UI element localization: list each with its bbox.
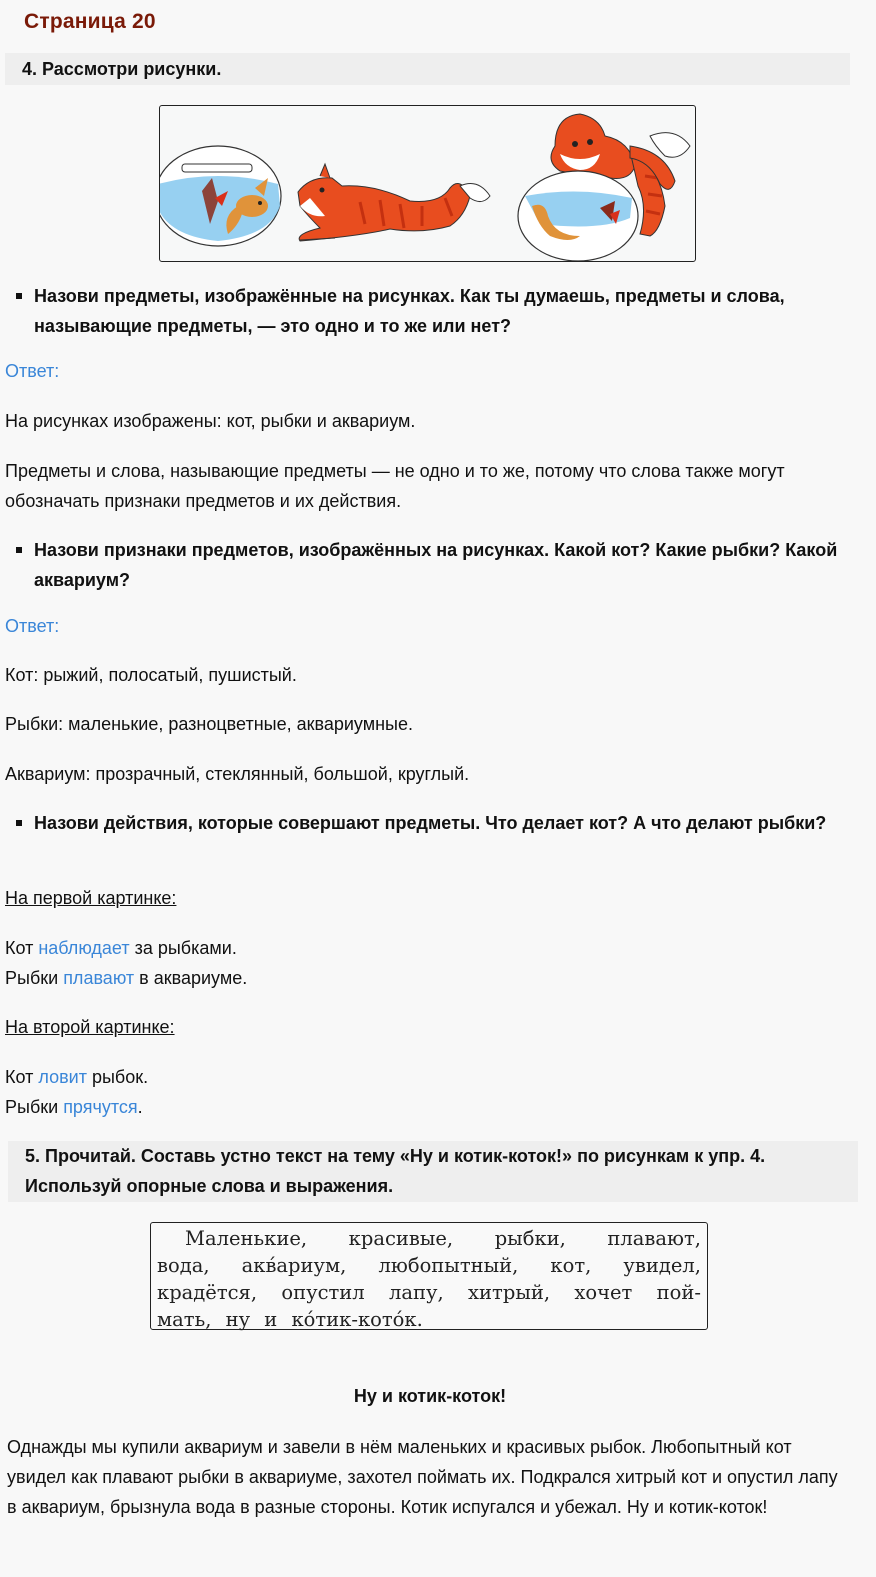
cat-icon: [298, 164, 490, 241]
support-words-box: [150, 1222, 708, 1330]
verb-highlight: прячутся: [63, 1097, 138, 1117]
bullet-icon: [16, 547, 22, 553]
support-words-line-4: мать, ну и ко́тик-кото́к.: [157, 1308, 423, 1331]
support-words-line-1: Маленькие, красивые, рыбки, плавают,: [185, 1227, 701, 1250]
answer-2-line-3: Аквариум: прозрачный, стеклянный, большой, круглый.: [5, 764, 470, 784]
bullet-icon: [16, 820, 22, 826]
task-5-header-line-1: 5. Прочитай. Составь устно текст на тему «Ну и котик-коток!» по рисункам к упр. 4.: [25, 1146, 766, 1166]
line-text: Кот: [5, 1067, 39, 1087]
answer-label-1: Ответ:: [5, 361, 60, 381]
answer-1-line-1: На рисунках изображены: кот, рыбки и аквариум.: [5, 411, 416, 431]
first-picture-line-1: [5, 933, 845, 963]
question-1-text: Назови предметы, изображённые на рисунках. Как ты думаешь, предметы и слова, называющие предметы, — это одно и то же или нет?: [34, 286, 785, 336]
fishbowl-icon: [160, 146, 281, 246]
bullet-icon: [16, 293, 22, 299]
answer-label-2: Ответ:: [5, 616, 60, 636]
task-4-header: [5, 53, 850, 85]
story-text: Однажды мы купили аквариум и завели в нём маленьких и красивых рыбок. Любопытный кот увидел как плавают рыбки в аквариуме, захотел поймать их. Подкрался хитрый кот и опустил лапу в аквариум, брызнула вода в разные стороны. Котик испугался и убежал. Ну и котик-коток!: [7, 1437, 838, 1517]
verb-highlight: плавают: [63, 968, 135, 988]
verb-highlight: наблюдает: [38, 938, 130, 958]
support-words-line-3: крадётся, опустил лапу, хитрый, хочет пой-: [157, 1281, 701, 1304]
question-1: [34, 281, 844, 341]
first-picture-line-2: [5, 963, 845, 993]
page-title: Страница 20: [24, 10, 156, 33]
second-picture-line-2: [5, 1092, 845, 1122]
line-text: за рыбками.: [129, 938, 237, 958]
question-2-text: Назови признаки предметов, изображённых на рисунках. Какой кот? Какие рыбки? Какой аквариум?: [34, 540, 838, 590]
second-picture-line-1: [5, 1062, 845, 1092]
answer-2-line-2: Рыбки: маленькие, разноцветные, аквариумные.: [5, 714, 413, 734]
line-text: рыбок.: [86, 1067, 149, 1087]
task-4-figure: [159, 105, 696, 262]
task-5-header-line-2: Используй опорные слова и выражения.: [25, 1176, 394, 1196]
question-3: [34, 808, 844, 838]
line-text: Рыбки: [5, 968, 64, 988]
story-title: Ну и котик-коток!: [353, 1386, 507, 1406]
question-2: [34, 535, 844, 595]
second-picture-label: На второй картинке:: [5, 1017, 175, 1037]
cat-on-fishbowl-icon: [518, 114, 690, 261]
support-words-line-2: вода, акв́ариум, любопытный, кот, увидел,: [157, 1254, 701, 1277]
line-text: Кот: [5, 938, 39, 958]
task-4-header-text: 4. Рассмотри рисунки.: [22, 59, 222, 79]
line-text: .: [137, 1097, 143, 1117]
question-3-text: Назови действия, которые совершают предметы. Что делает кот? А что делают рыбки?: [34, 813, 827, 833]
answer-1-line-2: Предметы и слова, называющие предметы — не одно и то же, потому что слова также могут обозначать признаки предметов и их действия.: [5, 461, 785, 511]
line-text: Рыбки: [5, 1097, 64, 1117]
first-picture-label: На первой картинке:: [5, 888, 177, 908]
verb-highlight: ловит: [38, 1067, 87, 1087]
task-5-header: [8, 1141, 858, 1202]
illustration: [160, 106, 695, 261]
answer-2-line-1: Кот: рыжий, полосатый, пушистый.: [5, 665, 297, 685]
line-text: в аквариуме.: [134, 968, 248, 988]
